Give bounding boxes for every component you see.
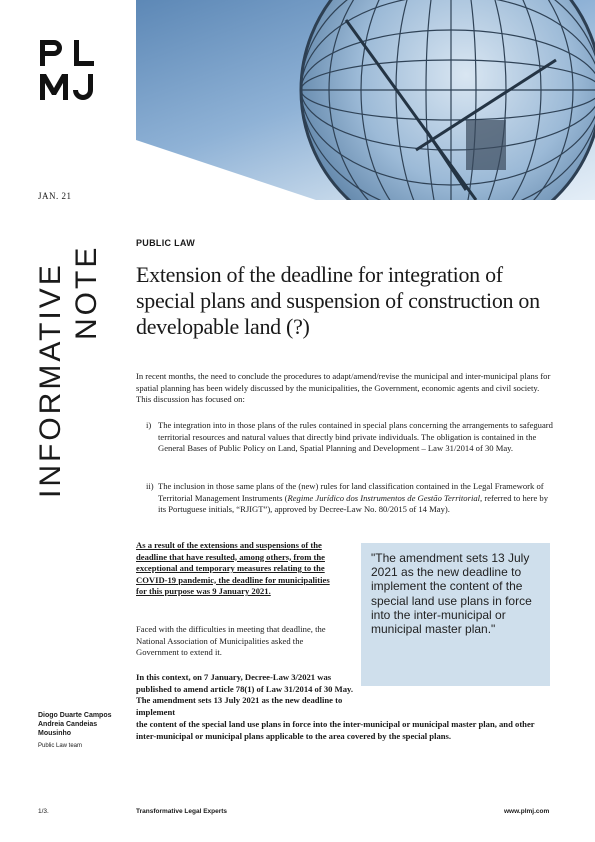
team-name: Public Law team: [38, 743, 83, 749]
author-name: Diogo Duarte Campos: [38, 712, 112, 719]
hero-image: [136, 0, 595, 200]
pull-quote: [361, 543, 550, 686]
author-name: Andreia Candeias Mousinho: [38, 721, 98, 737]
footer-tagline: Transformative Legal Experts: [136, 808, 228, 815]
context-continuation: the content of the special land use plans in force into the inter-municipal or municipal master plan, and other inter-municipal or municipal plans applicable to the area covered by the special plans.: [136, 719, 535, 741]
footer-website-link[interactable]: www.plmj.com: [504, 808, 550, 815]
side-label-line-1: INFORMATIVE: [34, 262, 67, 498]
intro-paragraph: In recent months, the need to conclude the procedures to adapt/amend/revise the municipal and inter-municipal plans for spatial planning has been widely discussed by the municipalities, the Government, economic agents and civil society. This discussion has focused on:: [136, 371, 551, 404]
faced-paragraph: Faced with the difficulties in meeting that deadline, the National Association of Municipalities asked the Government to extend it.: [136, 624, 326, 657]
authors-block: [38, 711, 118, 750]
list-item-text: The inclusion in those same plans of the (new) rules for land classification contained in the Legal Framework of Territorial Management Instruments (Regime Jurídico dos Instrumentos de Gestão Territorial, referred to here by its Portuguese initials, “RJIGT”), approved by Decree-Law No. 80/2015 of 14 May).: [158, 481, 549, 514]
radar-dome-illustration: [136, 0, 595, 200]
side-label: [36, 240, 102, 498]
list-item: [146, 481, 556, 516]
issue-date: JAN. 21: [38, 191, 72, 201]
pull-quote-text: "The amendment sets 13 July 2021 as the new deadline to implement the content of the special land use plans in force into the inter-municipal or municipal master plan.": [371, 551, 532, 637]
section-label: PUBLIC LAW: [136, 238, 195, 248]
article-title: Extension of the deadline for integration of special plans and suspension of construction on developable land (?): [136, 262, 540, 339]
list-item-text: The integration into in those plans of the rules contained in special plans concerning the arrangements to safeguard territorial resources and natural values that directly bind private individuals. The obligation is contained in the General Bases of Public Policy on Land, Spatial Planning and Development – Law 31/2014 of 30 May.: [158, 420, 553, 453]
highlight-paragraph: As a result of the extensions and suspensions of the deadline that have resulted, among others, from the exceptional and temporary measures relating to the COVID-19 pandemic, the deadline for municipalities for this purpose was 9 January 2021.: [136, 540, 330, 596]
page-number: 1/3.: [38, 808, 49, 815]
legal-framework-name: Regime Jurídico dos Instrumentos de Gestão Territorial: [287, 492, 481, 503]
list-item: [146, 420, 556, 455]
list-item-number: ii): [146, 481, 154, 491]
context-paragraph: In this context, on 7 January, Decree-Law 3/2021 was published to amend article 78(1) of Law 31/2014 of 30 May. The amendment sets 13 July 2021 as the new deadline to implement: [136, 672, 353, 717]
side-label-line-2: NOTE: [70, 244, 103, 340]
plmj-logo: [38, 38, 102, 102]
list-item-number: i): [146, 420, 152, 430]
